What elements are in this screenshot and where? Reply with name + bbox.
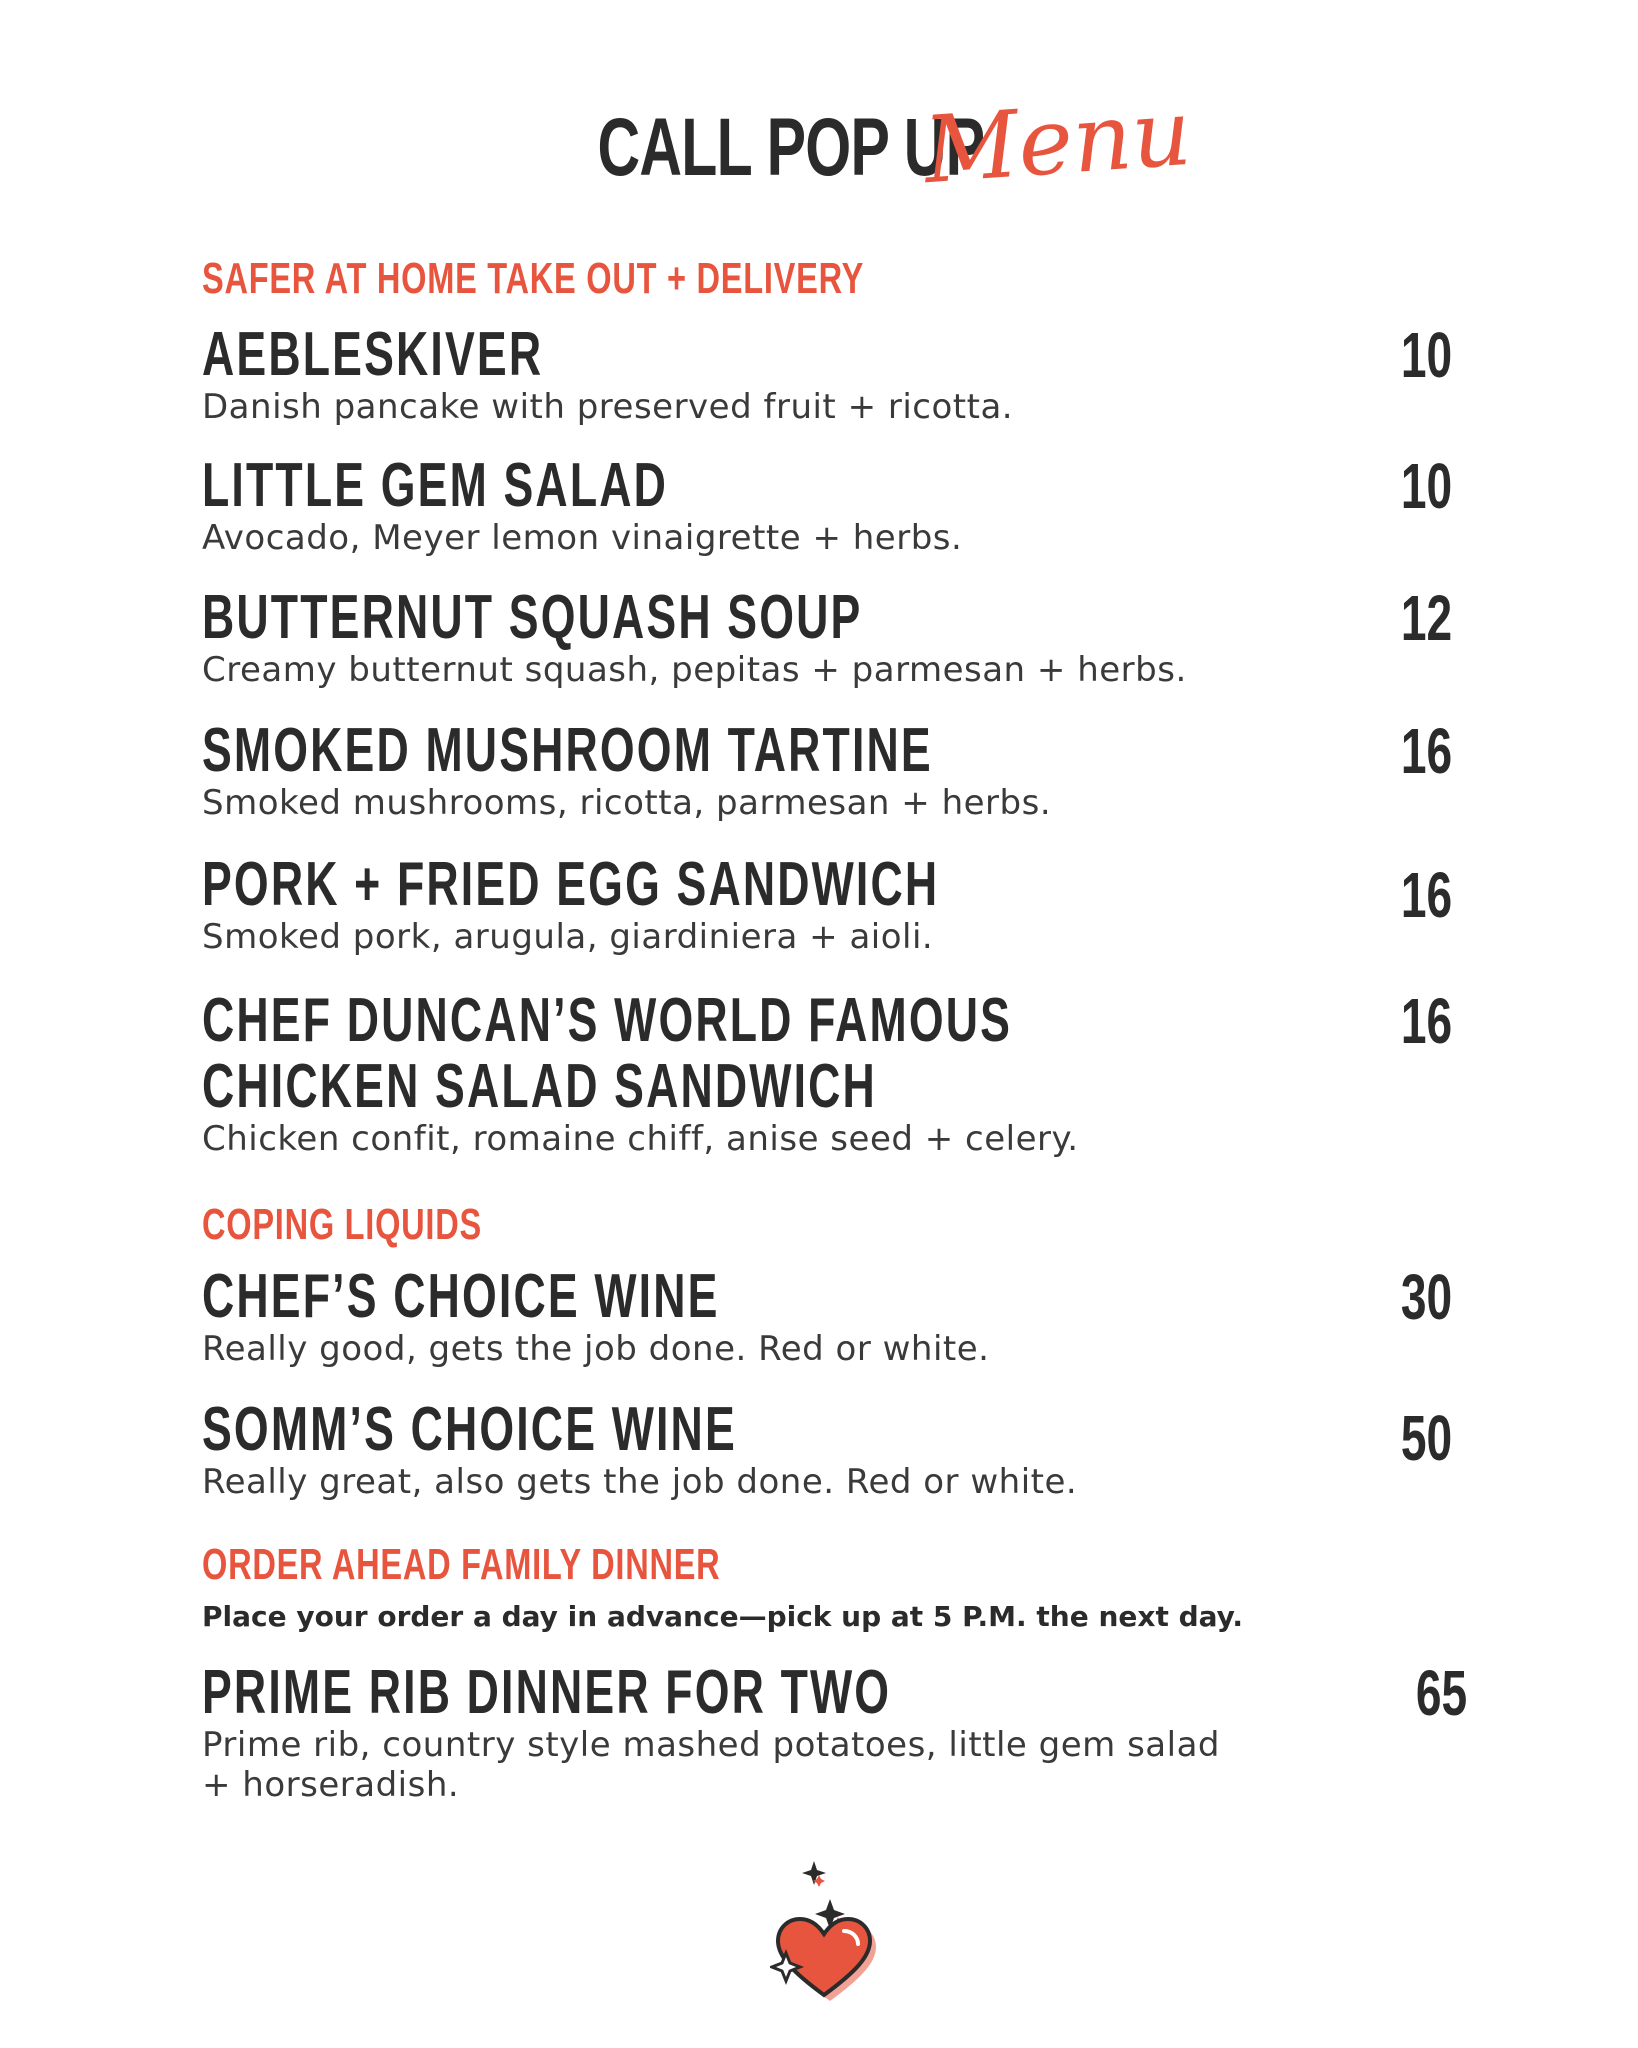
item-name: CHEF’S CHOICE WINE xyxy=(202,1262,720,1331)
heart-with-sparkles-icon xyxy=(770,1855,880,2005)
section-label-takeout: SAFER AT HOME TAKE OUT + DELIVERY xyxy=(202,254,865,303)
menu-title: CALL POP UP xyxy=(596,101,984,193)
menu-header xyxy=(0,78,1638,205)
item-name-line-1: CHEF DUNCAN’S WORLD FAMOUS xyxy=(202,986,1013,1055)
item-description: Creamy butternut squash, pepitas + parmesan + herbs. xyxy=(202,650,1187,690)
menu-item xyxy=(202,985,1452,1160)
menu-item xyxy=(202,1397,1452,1503)
item-price: 16 xyxy=(1400,985,1452,1057)
item-name: BUTTERNUT SQUASH SOUP xyxy=(202,583,863,652)
item-price: 16 xyxy=(1400,859,1452,931)
item-description: Chicken confit, romaine chiff, anise seed + celery. xyxy=(202,1119,1079,1159)
order-ahead-note: Place your order a day in advance—pick up at 5 P.M. the next day. xyxy=(202,1600,1243,1633)
section-label-liquids: COPING LIQUIDS xyxy=(202,1200,482,1249)
item-description-line-2: + horseradish. xyxy=(202,1765,460,1805)
item-name: AEBLESKIVER xyxy=(202,320,544,389)
item-price: 10 xyxy=(1400,450,1452,522)
menu-item xyxy=(202,715,1452,824)
item-name-line-2: CHICKEN SALAD SANDWICH xyxy=(202,1052,877,1121)
item-price: 65 xyxy=(1415,1657,1467,1729)
item-description: Smoked mushrooms, ricotta, parmesan + herbs. xyxy=(202,783,1052,823)
menu-item xyxy=(202,852,1452,958)
menu-item xyxy=(202,450,1452,559)
item-description: Avocado, Meyer lemon vinaigrette + herbs. xyxy=(202,518,963,558)
menu-title-script: Menu xyxy=(920,78,1195,205)
item-price: 16 xyxy=(1400,715,1452,787)
item-price: 10 xyxy=(1400,319,1452,391)
item-description-line-1: Prime rib, country style mashed potatoes, little gem salad xyxy=(202,1725,1220,1765)
item-price: 12 xyxy=(1400,582,1452,654)
item-name: SOMM’S CHOICE WINE xyxy=(202,1395,737,1464)
menu-item xyxy=(202,582,1452,691)
section-label-family: ORDER AHEAD FAMILY DINNER xyxy=(202,1540,721,1589)
item-description: Really good, gets the job done. Red or white. xyxy=(202,1329,990,1369)
item-description: Danish pancake with preserved fruit + ricotta. xyxy=(202,387,1014,427)
item-name: PORK + FRIED EGG SANDWICH xyxy=(202,850,940,919)
item-price: 30 xyxy=(1400,1261,1452,1333)
item-name: SMOKED MUSHROOM TARTINE xyxy=(202,716,933,785)
item-name: PRIME RIB DINNER FOR TWO xyxy=(202,1658,892,1727)
item-description: Smoked pork, arugula, giardiniera + aioli. xyxy=(202,917,934,957)
menu-item xyxy=(202,1261,1452,1370)
menu-item xyxy=(202,1657,1467,1806)
item-description: Really great, also gets the job done. Red or white. xyxy=(202,1462,1078,1502)
item-price: 50 xyxy=(1400,1402,1452,1474)
item-name: LITTLE GEM SALAD xyxy=(202,451,669,520)
menu-item xyxy=(202,319,1452,428)
